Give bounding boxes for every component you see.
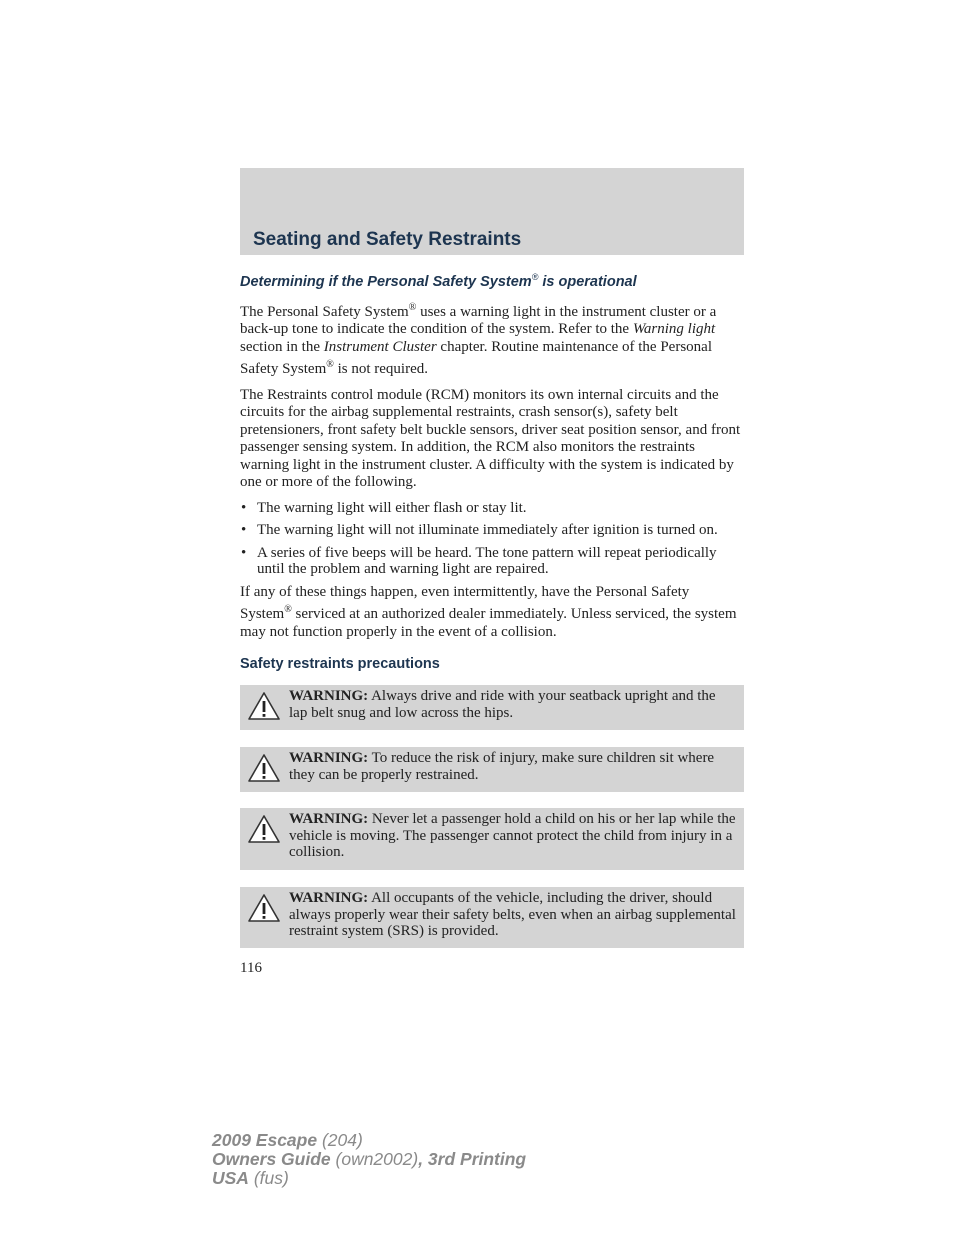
list-item-text: The warning light will not illuminate immediately after ignition is turned on. — [257, 522, 718, 539]
warning-box — [240, 685, 744, 730]
warning-triangle-icon — [247, 753, 281, 783]
text-run: , 3rd Printing — [418, 1149, 527, 1169]
text-run: is not required. — [333, 361, 429, 378]
warning-text: All occupants of the vehicle, including the driver, should always properly wear their safety belts, even when an airbag supplemental restraint system (SRS) is provided. — [289, 890, 736, 939]
text-run: The Personal Safety System — [240, 303, 409, 320]
list-item-text: The warning light will either flash or stay lit. — [257, 499, 527, 516]
list-item — [240, 522, 744, 539]
footer-line-1 — [212, 1131, 526, 1150]
text-run: chapter. Routine maintenance of the Personal Safety System — [240, 338, 712, 378]
document-footer — [212, 1131, 526, 1188]
text-run: USA — [212, 1168, 249, 1188]
warning-box — [240, 747, 744, 792]
instrument-cluster-reference: Instrument Cluster — [323, 338, 437, 355]
main-content — [240, 268, 744, 681]
bullet: • — [241, 499, 247, 516]
list-item — [240, 545, 744, 578]
warning-text: Never let a passenger hold a child on his or her lap while the vehicle is moving. The passenger cannot protect the child from injury in a collision. — [289, 811, 736, 860]
text-run: uses a warning light in the instrument cluster or a back-up tone to indicate the condition of the system. Refer to the — [240, 303, 717, 338]
warning-triangle-icon — [247, 814, 281, 844]
subsection-title-part2: is operational — [538, 273, 637, 290]
text-run: If any of these things happen, even intermittently, have the Personal Safety System — [240, 583, 690, 623]
registered-mark: ® — [408, 301, 417, 313]
warning-label: WARNING: — [289, 750, 369, 766]
subsection-title — [240, 268, 744, 291]
text-run: (204) — [317, 1130, 363, 1150]
bullet: • — [241, 544, 247, 561]
rcm-paragraph: The Restraints control module (RCM) monitors its own internal circuits and the circuits for the airbag supplemental restraints, crash sensor(s), safety belt pretensioners, front safety belt buckle sensors, driver seat position sensor, and front passenger sensing system. In addition, the RCM also monitors the restraints warning light in the instrument cluster. A difficulty with the system is indicated by one or more of the following. — [240, 386, 741, 491]
registered-mark: ® — [531, 272, 539, 282]
section-title: Seating and Safety Restraints — [253, 229, 522, 250]
registered-mark: ® — [326, 359, 334, 371]
warning-light-reference: Warning light — [632, 321, 716, 338]
subsection-title-part1: Determining if the Personal Safety System — [240, 273, 532, 290]
warning-triangle-icon — [247, 893, 281, 923]
precautions-title: Safety restraints precautions — [240, 656, 440, 673]
text-run: (fus) — [248, 1168, 289, 1188]
warning-label: WARNING: — [289, 688, 369, 704]
text-run: section in the — [240, 338, 324, 355]
warning-box — [240, 887, 744, 948]
warning-text: To reduce the risk of injury, make sure children sit where they can be properly restrained. — [289, 750, 715, 783]
section-header-band — [240, 168, 744, 255]
intro-paragraph — [240, 299, 744, 379]
list-item-text: A series of five beeps will be heard. The tone pattern will repeat periodically until the problem and warning light are repaired. — [257, 544, 717, 578]
warning-label: WARNING: — [289, 890, 369, 906]
warning-box — [240, 808, 744, 870]
text-run: (own2002) — [330, 1149, 419, 1169]
symptom-list — [240, 500, 744, 578]
bullet: • — [241, 522, 247, 539]
footer-line-2 — [212, 1150, 526, 1169]
warning-label: WARNING: — [289, 811, 369, 827]
text-run: 2009 Escape — [212, 1130, 318, 1150]
footer-line-3 — [212, 1169, 526, 1188]
registered-mark: ® — [284, 604, 292, 616]
list-item — [240, 500, 744, 517]
service-paragraph — [240, 584, 744, 642]
text-run: serviced at an authorized dealer immediately. Unless serviced, the system may not function properly in the event of a collision. — [240, 606, 737, 640]
warning-text: Always drive and ride with your seatback upright and the lap belt snug and low across the hips. — [289, 688, 716, 721]
page-number: 116 — [240, 960, 262, 976]
warning-triangle-icon — [247, 691, 281, 721]
text-run: Owners Guide — [212, 1149, 331, 1169]
